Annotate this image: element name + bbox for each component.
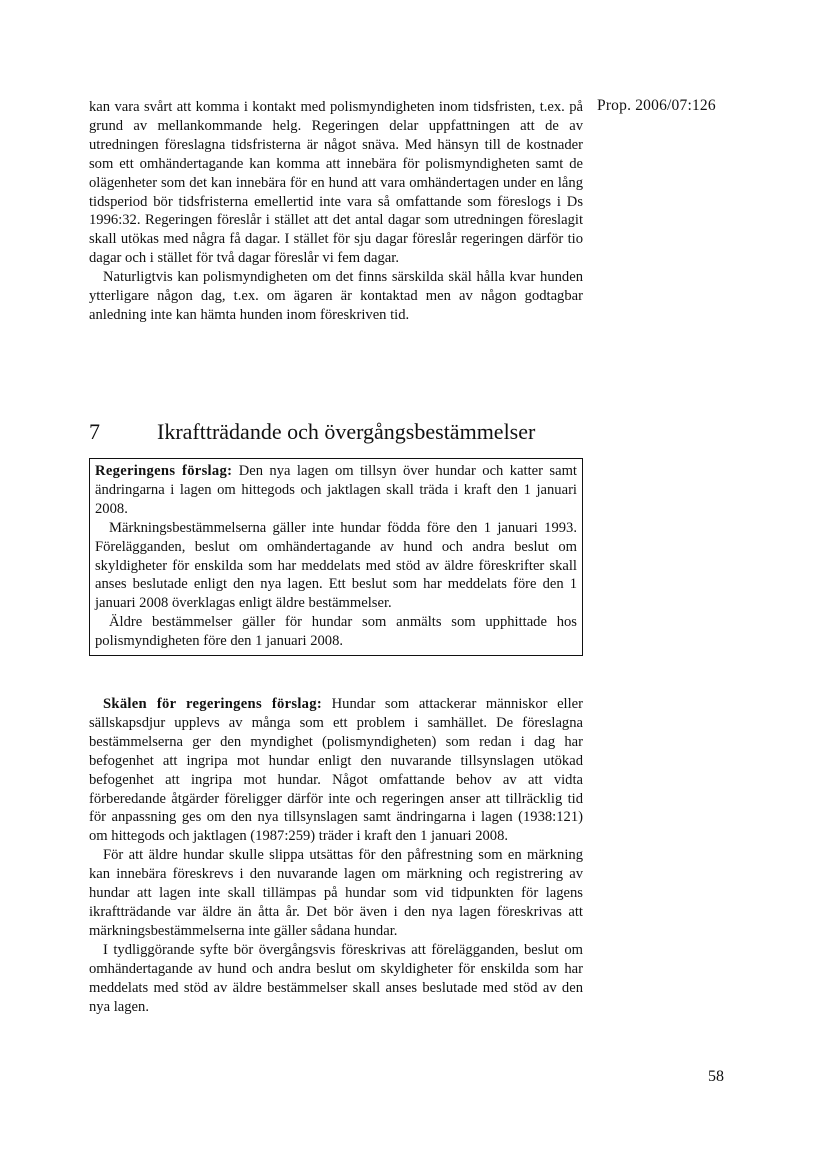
body-paragraph: För att äldre hundar skulle slippa utsättas för den påfrestning som en märkning kan innebära föreskrevs i den nuvarande lagen om märkning och registrering av hundar att lagen inte skall tillämpas på hundar som vid tidpunkten för lagens ikraftträdande var äldre än åtta år. Det bör även i den nya lagen föreskrivas att märkningsbestämmelserna inte gäller sådana hundar. <box>89 847 583 939</box>
body-paragraph: kan vara svårt att komma i kontakt med polismyndigheten inom tidsfristen, t.ex. på grund av mellankommande helg. Regeringen delar uppfattningen att de av utredningen föreslagna tidsfristerna är något snäva. Med hänsyn till de kostnader som ett omhändertagande kan komma att innebära för polismyndigheten samt de olägenheter som det kan innebära för en hund att vara omhändertagen under en lång tidsperiod bör tidsfristerna emellertid inte vara så omfattande som föreslogs i Ds 1996:32. Regeringen föreslår i stället att det antal dagar som utredningen föreslagit skall utökas med några få dagar. I stället för sju dagar föreslår regeringen därför tio dagar och i stället för två dagar föreslår vi fem dagar. <box>89 99 583 267</box>
body-paragraph: Naturligtvis kan polismyndigheten om det finns särskilda skäl hålla kvar hunden ytterligare någon dag, t.ex. om ägaren är kontaktad men av någon godtagbar anledning inte kan hämta hunden inom föreskriven tid. <box>89 269 583 323</box>
proposal-box <box>89 458 583 656</box>
page-number: 58 <box>708 1068 724 1085</box>
section-title: Ikraftträdande och övergångsbestämmelser <box>157 419 536 444</box>
body-paragraph: I tydliggörande syfte bör övergångsvis föreskrivas att förelägganden, beslut om omhändertagande av hund och andra beslut om skyldigheter för enskilda som har meddelats med stöd av äldre bestämmelser skall anses beslutade med stöd av den nya lagen. <box>89 941 583 1015</box>
section-heading <box>89 418 535 446</box>
box-paragraph: Äldre bestämmelser gäller för hundar som anmälts som upphittade hos polismyndigheten före den 1 januari 2008. <box>95 614 577 650</box>
top-text-block <box>89 98 583 325</box>
document-reference: Prop. 2006/07:126 <box>597 97 716 114</box>
proposal-lead: Regeringens förslag: <box>95 463 233 479</box>
section-number: 7 <box>89 419 100 444</box>
body-paragraph <box>89 695 583 846</box>
box-paragraph <box>95 462 577 519</box>
reasons-text: Hundar som attackerar människor eller sällskapsdjur upplevs av många som ett problem i samhället. De föreslagna bestämmelserna ger den myndighet (polismyndigheten) som redan i dag har befogenhet att ingripa mot hundar enligt den nuvarande tillsynslagen utökad befogenhet att ingripa mot hundar. Något omfattande behov av att vidta förberedande åtgärder föreligger därför inte och regeringen anser att tillräcklig tid för anpassning ges om den nya tillsynslagen samt ändringarna i lagen (1938:121) om hittegods och jaktlagen (1987:259) träder i kraft den 1 januari 2008. <box>89 696 583 845</box>
reasons-lead: Skälen för regeringens förslag: <box>103 696 323 712</box>
reasons-text-block <box>89 695 583 1016</box>
proposal-text: Den nya lagen om tillsyn över hundar och katter samt ändringarna i lagen om hittegods och jaktlagen skall träda i kraft den 1 januari 2008. <box>95 463 577 517</box>
box-paragraph: Märkningsbestämmelserna gäller inte hundar födda före den 1 januari 1993. Förelägganden, beslut om omhändertagande av hund och andra beslut om skyldigheter för enskilda som har meddelats med stöd av äldre föreskrifter skall anses beslutade enligt den nya lagen. Ett beslut som har meddelats före den 1 januari 2008 överklagas enligt äldre bestämmelser. <box>95 519 577 612</box>
